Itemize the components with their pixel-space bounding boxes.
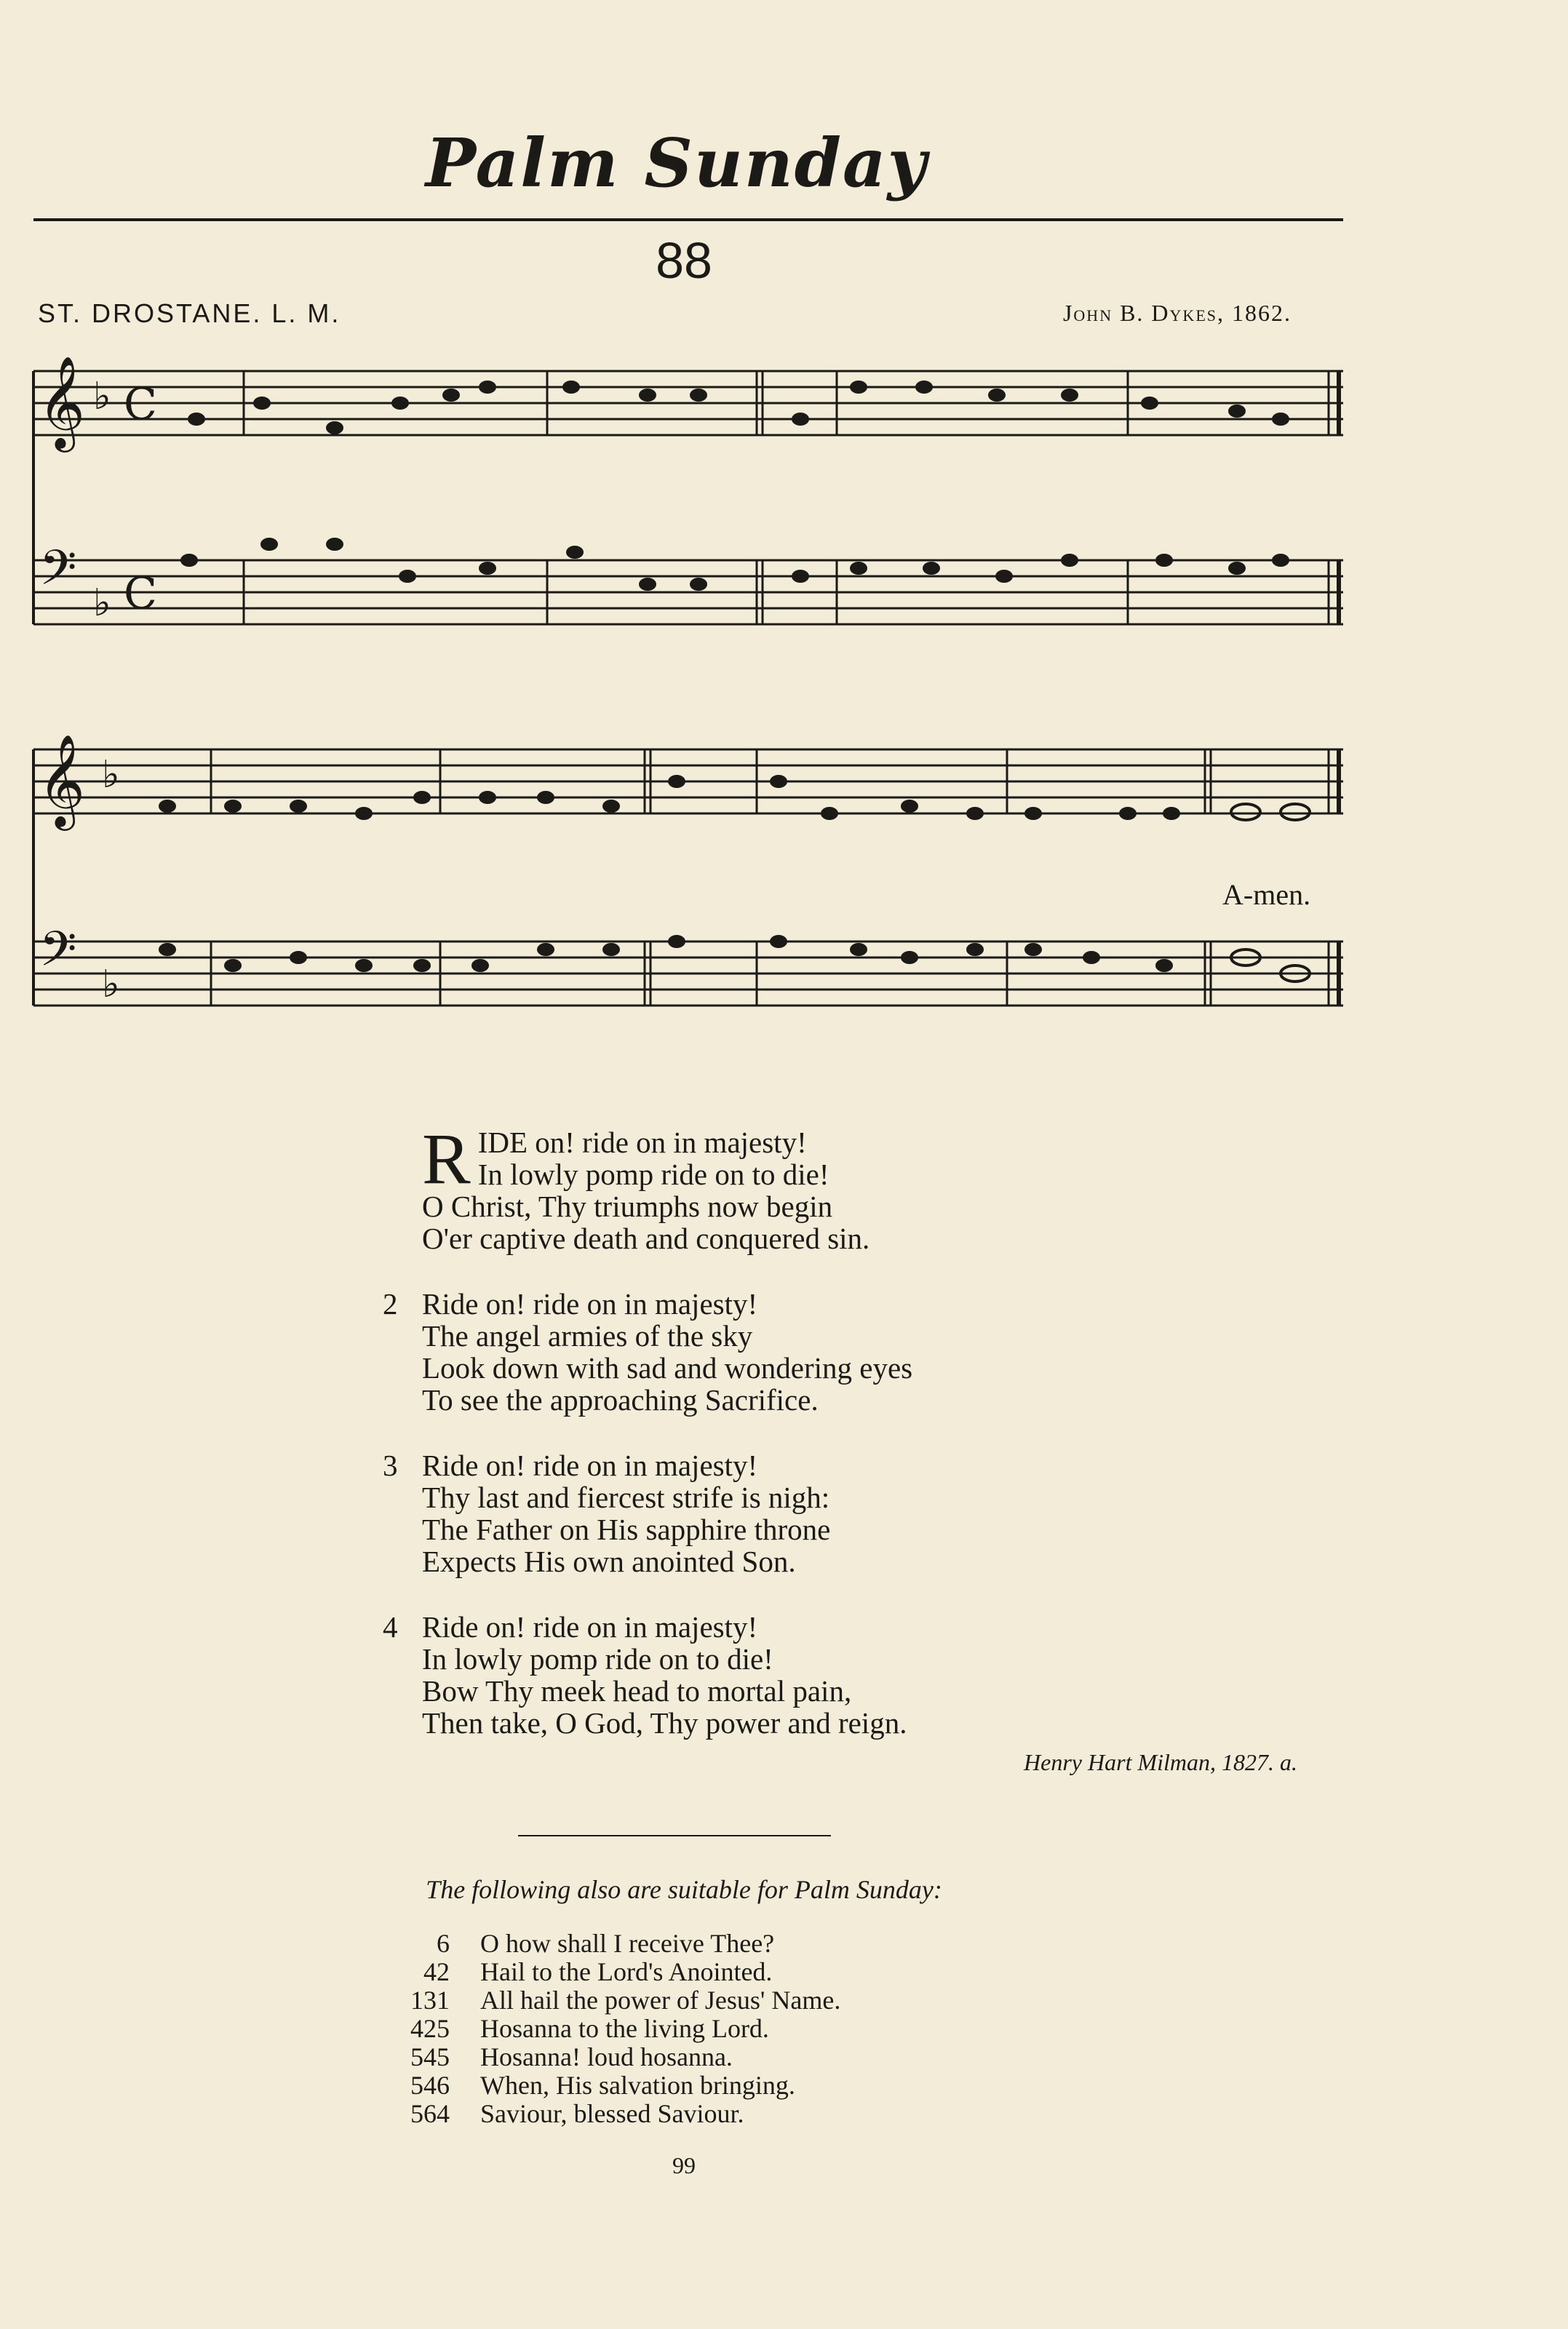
music-system-2 (0, 728, 1568, 1033)
music-system-1 (0, 342, 1568, 648)
also-suitable-heading: The following also are suitable for Palm Sunday: (426, 1875, 942, 1904)
amen-label: A-men. (1222, 878, 1311, 911)
verse-line: In lowly pomp ride on to die! (422, 1642, 773, 1676)
stanza-3 (378, 1449, 1251, 1577)
tune-name: ST. DROSTANE. L. M. (38, 298, 341, 328)
verse-line: Thy last and fiercest strife is nigh: (422, 1481, 830, 1514)
verse-line: To see the approaching Sacrifice. (422, 1383, 819, 1417)
page-number: 99 (672, 2152, 696, 2178)
stanza-number: 4 (383, 1610, 398, 1644)
treble-clef-icon: 𝄞 (38, 355, 86, 448)
hymn-ref-title: Saviour, blessed Saviour. (480, 2099, 744, 2128)
hymn-text (378, 1118, 1251, 1772)
flat-icon: ♭ (102, 753, 120, 797)
hymn-number: 88 (656, 232, 712, 289)
composer: John B. Dykes, 1862. (1062, 300, 1292, 326)
bass-staff-1 (33, 560, 1343, 624)
hymn-ref-title: O how shall I receive Thee? (480, 1929, 775, 1958)
verse-line: Ride on! ride on in majesty! (422, 1287, 758, 1321)
hymn-ref-number: 564 (410, 2099, 450, 2128)
section-divider (518, 1835, 831, 1836)
list-item (364, 2043, 840, 2071)
stanza-number: 3 (383, 1449, 398, 1482)
verse-line: Ride on! ride on in majesty! (422, 1610, 758, 1644)
common-time-icon: C (124, 379, 157, 430)
stanza-2 (378, 1288, 1251, 1416)
verse-line: O Christ, Thy triumphs now begin (422, 1190, 833, 1223)
list-item (364, 2071, 840, 2100)
hymn-ref-number: 545 (410, 2042, 450, 2071)
hymn-ref-title: Hail to the Lord's Anointed. (480, 1957, 773, 1986)
flat-icon: ♭ (93, 581, 111, 625)
list-item (364, 2015, 840, 2043)
hymn-ref-title: Hosanna to the living Lord. (480, 2014, 769, 2043)
page-title: Palm Sunday (425, 124, 928, 202)
bass-clef-icon: 𝄢 (39, 540, 77, 608)
verse-line: Look down with sad and wondering eyes (422, 1351, 913, 1385)
drop-cap: R (422, 1118, 471, 1199)
hymn-ref-number: 425 (410, 2014, 450, 2043)
verse-line: Expects His own anointed Son. (422, 1545, 796, 1578)
hymn-ref-title: When, His salvation bringing. (480, 2071, 795, 2100)
verse-line: Ride on! ride on in majesty! (422, 1449, 758, 1482)
hymn-ref-title: All hail the power of Jesus' Name. (480, 1986, 841, 2015)
verse-line: O'er captive death and conquered sin. (422, 1222, 870, 1255)
hymn-ref-title: Hosanna! loud hosanna. (480, 2042, 733, 2071)
verse-line: Then take, O God, Thy power and reign. (422, 1706, 907, 1740)
hymn-ref-number: 131 (410, 1986, 450, 2015)
list-item (364, 1930, 840, 1958)
list-item (364, 1986, 840, 2015)
treble-clef-icon: 𝄞 (38, 733, 86, 827)
hymn-ref-number: 546 (410, 2071, 450, 2100)
stanza-4 (378, 1611, 1251, 1739)
verse-line: Bow Thy meek head to mortal pain, (422, 1674, 852, 1708)
verse-line: The angel armies of the sky (422, 1319, 753, 1353)
list-item (364, 2100, 840, 2128)
flat-icon: ♭ (93, 375, 111, 418)
verse-line: IDE on! ride on in majesty! (477, 1126, 807, 1159)
hymn-ref-number: 42 (423, 1957, 450, 1986)
list-item (364, 1958, 840, 1986)
title-rule (33, 218, 1343, 221)
stanza-number: 2 (383, 1287, 398, 1321)
verse-line: In lowly pomp ride on to die! (477, 1158, 829, 1191)
verse-line: The Father on His sapphire throne (422, 1513, 831, 1546)
flat-icon: ♭ (102, 963, 120, 1006)
also-suitable-list (364, 1930, 840, 2128)
bass-staff-2 (33, 941, 1343, 1006)
bass-clef-icon: 𝄢 (39, 921, 77, 989)
common-time-icon: C (124, 568, 157, 619)
hymn-ref-number: 6 (437, 1929, 450, 1958)
stanza-1 (378, 1118, 1251, 1255)
text-author: Henry Hart Milman, 1827. a. (1024, 1749, 1297, 1775)
